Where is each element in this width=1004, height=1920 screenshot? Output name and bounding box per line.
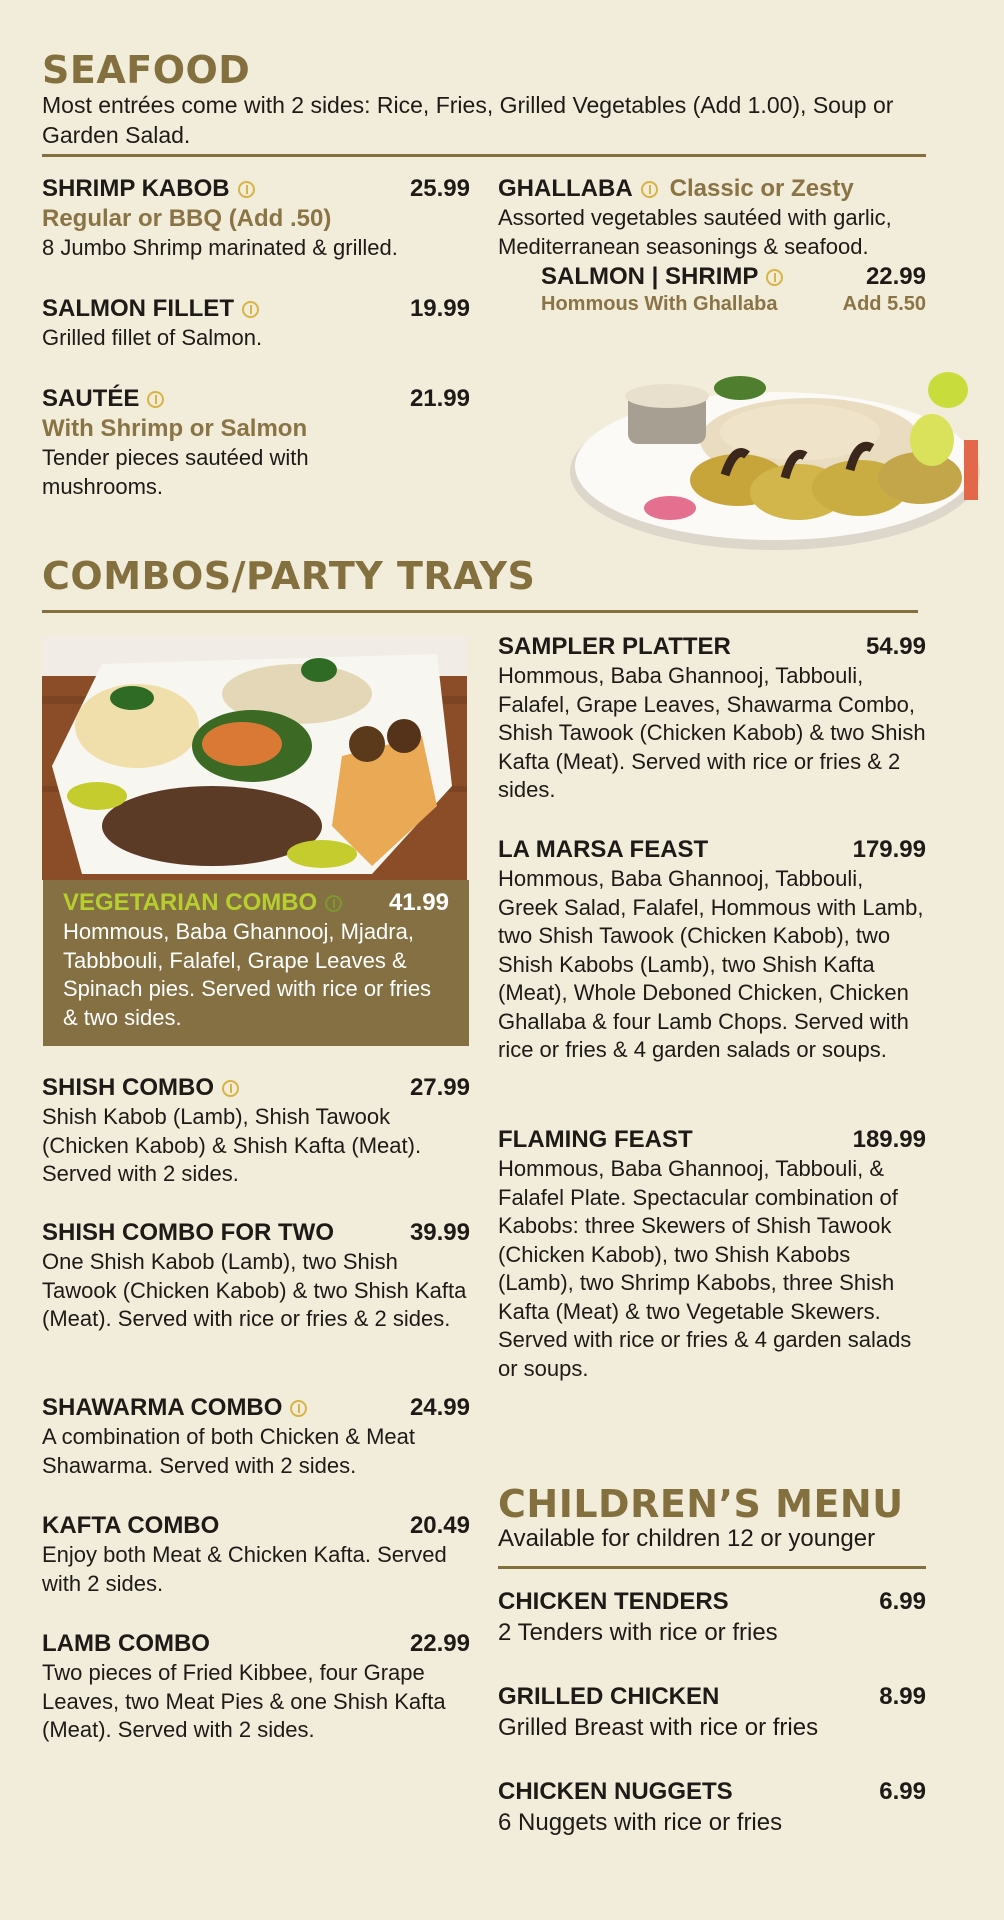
option-name: SALMON | SHRIMP	[541, 263, 759, 290]
combos-title: COMBOS/PARTY TRAYS	[42, 554, 536, 598]
item-name: SHRIMP KABOB	[42, 175, 230, 202]
item-name: LAMB COMBO	[42, 1630, 210, 1657]
menu-item-shrimp-kabob	[42, 174, 470, 263]
item-name: KAFTA COMBO	[42, 1512, 220, 1539]
item-price: 20.49	[409, 1512, 470, 1539]
item-name: CHICKEN NUGGETS	[498, 1778, 733, 1805]
item-description: Hommous, Baba Ghannooj, Tabbouli, Falafel, Grape Leaves, Shawarma Combo, Shish Tawook (Chicken Kabob) & two Shish Kafta (Meat). Served with rice or fries & 2 sides.	[498, 663, 926, 802]
children-divider	[498, 1566, 926, 1569]
vegetarian-photo	[42, 636, 467, 880]
item-price: 54.99	[865, 633, 926, 660]
item-description: Grilled fillet of Salmon.	[42, 325, 263, 350]
item-description: Enjoy both Meat & Chicken Kafta. Served with 2 sides.	[42, 1542, 447, 1596]
item-description: Two pieces of Fried Kibbee, four Grape Leaves, two Meat Pies & one Shish Kafta (Meat). Served with 2 sides.	[42, 1660, 446, 1742]
item-name: SALMON FILLET	[42, 295, 234, 322]
vegetarian-combo-box	[43, 880, 469, 1046]
gluten-free-icon	[238, 181, 255, 198]
item-variant: Classic or Zesty	[669, 175, 854, 202]
item-price: 19.99	[409, 295, 470, 322]
menu-item-sautee	[42, 384, 470, 501]
seafood-title: SEAFOOD	[42, 48, 251, 92]
item-description: Hommous, Baba Ghannooj, Tabbouli, Greek Salad, Falafel, Hommous with Lamb, two Shish Tawook (Chicken Kabob), two Shish Kabobs (Lamb), two Shish Kafta (Meat), Whole Deboned Chicken, Chicken Ghallaba & four Lamb Chops. Served with rice or fries & 4 garden salads or soups.	[498, 866, 924, 1062]
item-name: FLAMING FEAST	[498, 1126, 693, 1153]
gluten-free-icon	[290, 1400, 307, 1417]
item-price: 189.99	[852, 1126, 926, 1153]
addon-price: Add 5.50	[842, 293, 926, 315]
item-description: Shish Kabob (Lamb), Shish Tawook (Chicken Kabob) & Shish Kafta (Meat). Served with 2 sides.	[42, 1104, 422, 1186]
menu-item-shish-combo	[42, 1073, 470, 1189]
gluten-free-icon	[222, 1080, 239, 1097]
menu-item-sampler-platter	[498, 632, 926, 805]
item-name: VEGETARIAN COMBO	[63, 889, 318, 916]
item-name: GRILLED CHICKEN	[498, 1683, 720, 1710]
item-price: 25.99	[409, 175, 470, 202]
item-description: Grilled Breast with rice or fries	[498, 1714, 819, 1741]
menu-item-chicken-nuggets	[498, 1777, 926, 1839]
children-intro: Available for children 12 or younger	[498, 1525, 876, 1552]
seafood-intro: Most entrées come with 2 sides: Rice, Fries, Grilled Vegetables (Add 1.00), Soup or Garden Salad.	[42, 92, 894, 148]
combos-divider	[42, 610, 918, 613]
seafood-divider	[42, 154, 926, 157]
item-description: Hommous, Baba Ghannooj, Tabbouli, & Falafel Plate. Spectacular combination of Kabobs: three Skewers of Shish Tawook (Chicken Kabob), two Shish Kabobs (Lamb), two Shrimp Kabobs, three Shish Kafta (Meat) & two Vegetable Skewers. Served with rice or fries & 4 garden salads or soups.	[498, 1156, 912, 1381]
item-description: Hommous, Baba Ghannooj, Mjadra, Tabbbouli, Falafel, Grape Leaves & Spinach pies. Served with rice or fries & two sides.	[63, 919, 432, 1030]
vegetarian-leaf-icon	[325, 895, 342, 912]
item-price: 6.99	[879, 1778, 926, 1805]
item-price: 39.99	[409, 1219, 470, 1246]
item-price: 21.99	[409, 385, 470, 412]
menu-item-salmon-fillet	[42, 294, 470, 353]
item-option: With Shrimp or Salmon	[42, 415, 308, 442]
item-description: A combination of both Chicken & Meat Shawarma. Served with 2 sides.	[42, 1424, 415, 1478]
item-name: LA MARSA FEAST	[498, 836, 709, 863]
item-name: SAMPLER PLATTER	[498, 633, 731, 660]
item-name: SHISH COMBO FOR TWO	[42, 1219, 334, 1246]
item-name: SAUTÉE	[42, 385, 140, 412]
item-description: One Shish Kabob (Lamb), two Shish Tawook (Chicken Kabob) & two Shish Kafta (Meat). Served with rice or fries & 2 sides.	[42, 1249, 467, 1331]
item-description: 8 Jumbo Shrimp marinated & grilled.	[42, 235, 398, 260]
gluten-free-icon	[147, 391, 164, 408]
item-name: SHAWARMA COMBO	[42, 1394, 283, 1421]
menu-item-shawarma-combo	[42, 1393, 470, 1480]
item-name: CHICKEN TENDERS	[498, 1588, 729, 1615]
menu-item-lamb-combo	[42, 1629, 470, 1745]
seafood-photo	[560, 360, 980, 570]
item-description: 2 Tenders with rice or fries	[498, 1619, 778, 1646]
item-price: 6.99	[879, 1588, 926, 1615]
item-description: Tender pieces sautéed with mushrooms.	[42, 445, 309, 499]
menu-item-kafta-combo	[42, 1511, 470, 1598]
menu-item-la-marsa-feast	[498, 835, 926, 1065]
menu-item-chicken-tenders	[498, 1587, 926, 1649]
addon-label: Hommous With Ghallaba	[541, 293, 778, 315]
item-name: SHISH COMBO	[42, 1074, 215, 1101]
menu-item-shish-combo-for-two	[42, 1218, 470, 1334]
item-option: Regular or BBQ (Add .50)	[42, 205, 332, 232]
gluten-free-icon	[641, 181, 658, 198]
menu-item-ghallaba	[498, 174, 928, 261]
item-name: GHALLABA	[498, 175, 633, 202]
item-description: 6 Nuggets with rice or fries	[498, 1809, 783, 1836]
ghallaba-option	[541, 262, 926, 316]
children-title: CHILDREN’S MENU	[498, 1482, 904, 1526]
item-price: 8.99	[879, 1683, 926, 1710]
item-price: 179.99	[852, 836, 926, 863]
item-price: 24.99	[409, 1394, 470, 1421]
item-price: 41.99	[388, 889, 449, 916]
item-price: 27.99	[409, 1074, 470, 1101]
option-price: 22.99	[865, 263, 926, 290]
menu-item-flaming-feast	[498, 1125, 926, 1383]
menu-item-grilled-chicken	[498, 1682, 926, 1744]
item-price: 22.99	[409, 1630, 470, 1657]
gluten-free-icon	[766, 269, 783, 286]
item-description: Assorted vegetables sautéed with garlic, Mediterranean seasonings & seafood.	[498, 205, 892, 259]
gluten-free-icon	[242, 301, 259, 318]
